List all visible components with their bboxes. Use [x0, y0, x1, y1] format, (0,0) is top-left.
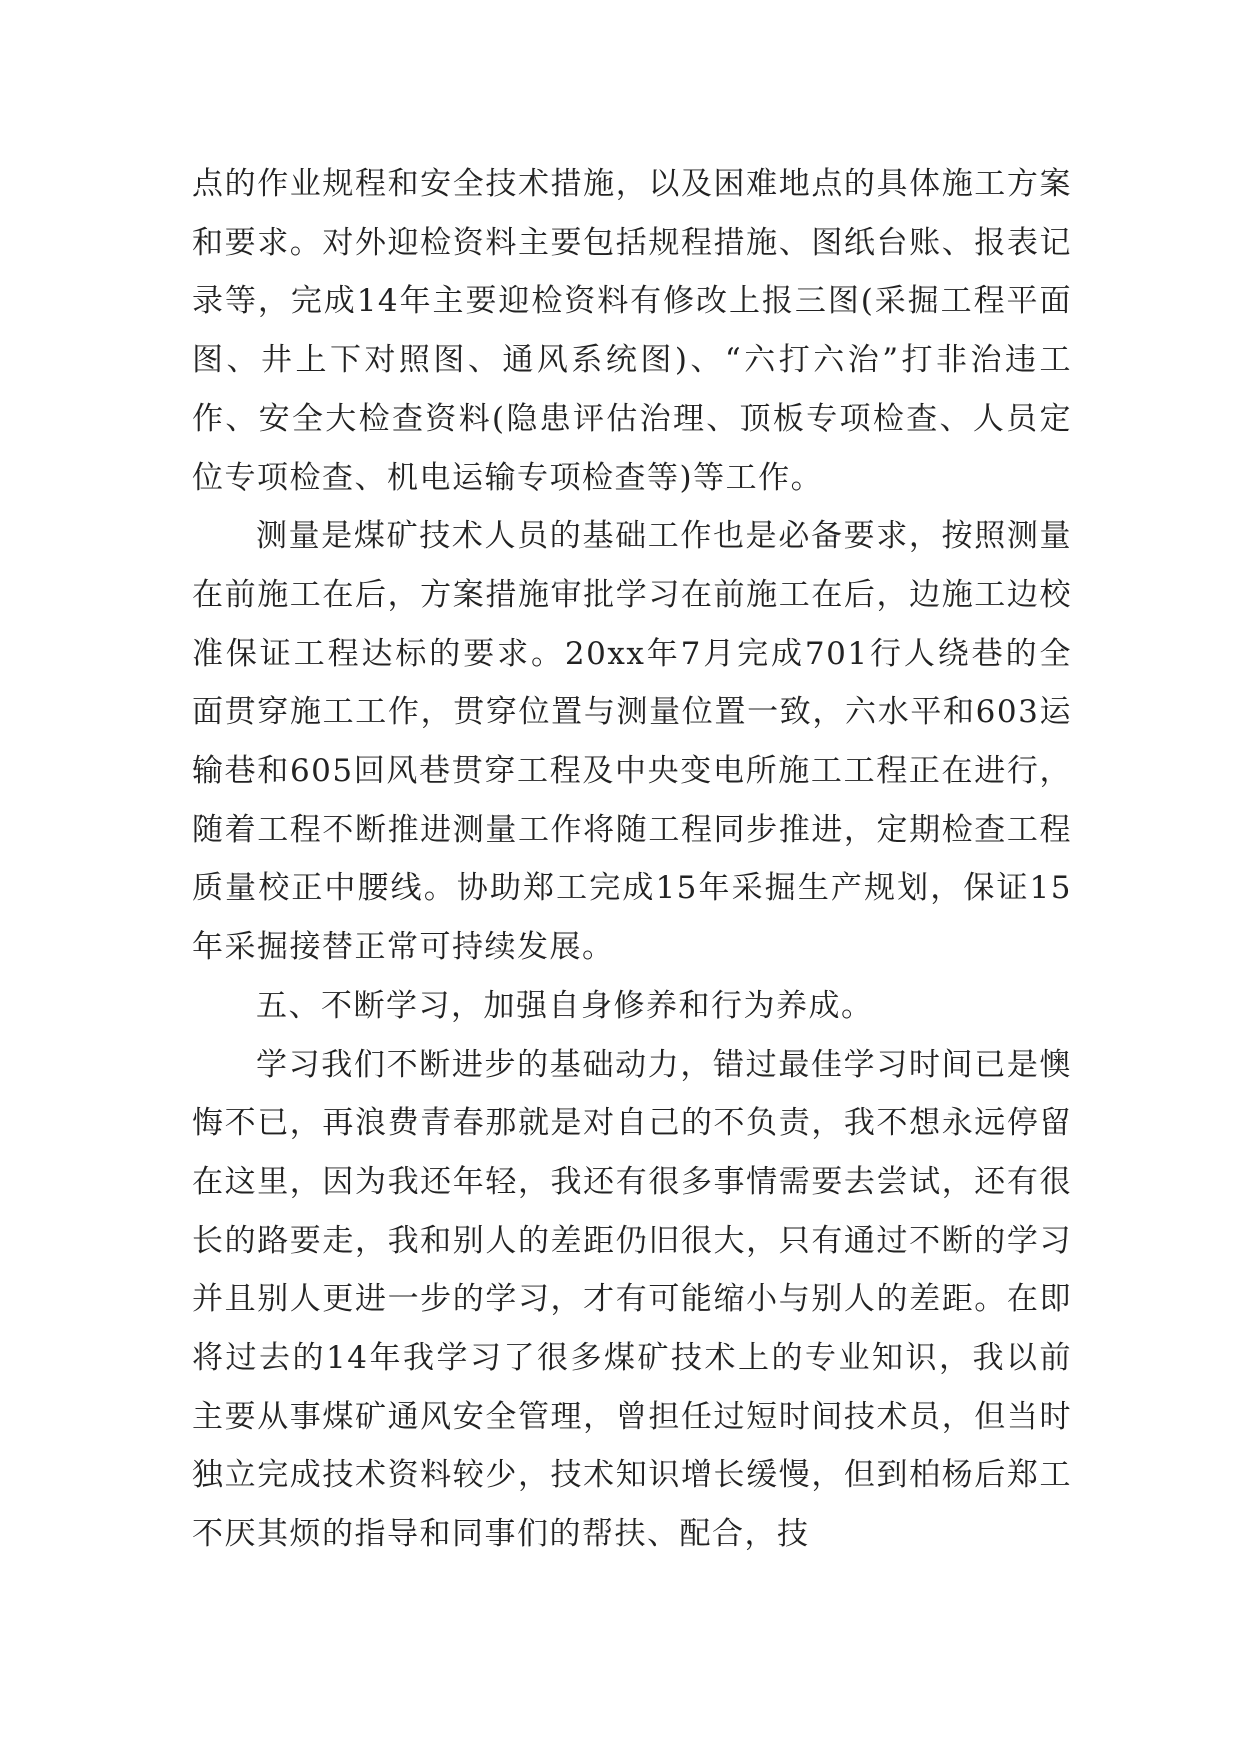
- document-body: [192, 155, 1072, 1564]
- paragraph-learning: 学习我们不断进步的基础动力，错过最佳学习时间已是懊悔不已，再浪费青春那就是对自己的不负责，我不想永远停留在这里，因为我还年轻，我还有很多事情需要去尝试，还有很长的路要走，我和别人的差距仍旧很大，只有通过不断的学习并且别人更进一步的学习，才有可能缩小与别人的差距。在即将过去的14年我学习了很多煤矿技术上的专业知识，我以前主要从事煤矿通风安全管理，曾担任过短时间技术员，但当时独立完成技术资料较少，技术知识增长缓慢，但到柏杨后郑工不厌其烦的指导和同事们的帮扶、配合，技: [192, 1046, 1072, 1553]
- paragraph-surveying: 测量是煤矿技术人员的基础工作也是必备要求，按照测量在前施工在后，方案措施审批学习在前施工在后，边施工边校准保证工程达标的要求。20xx年7月完成701行人绕巷的全面贯穿施工工作，贯穿位置与测量位置一致，六水平和603运输巷和605回风巷贯穿工程及中央变电所施工工程正在进行，随着工程不断推进测量工作将随工程同步推进，定期检查工程质量校正中腰线。协助郑工完成15年采掘生产规划，保证15年采掘接替正常可持续发展。: [192, 518, 1072, 966]
- section-heading-five: 五、不断学习，加强自身修养和行为养成。: [256, 987, 874, 1024]
- paragraph-continuation: 点的作业规程和安全技术措施，以及困难地点的具体施工方案和要求。对外迎检资料主要包括规程措施、图纸台账、报表记录等，完成14年主要迎检资料有修改上报三图(采掘工程平面图、井上下对照图、通风系统图)、“六打六治”打非治违工作、安全大检查资料(隐患评估治理、顶板专项检查、人员定位专项检查、机电运输专项检查等)等工作。: [192, 166, 1072, 496]
